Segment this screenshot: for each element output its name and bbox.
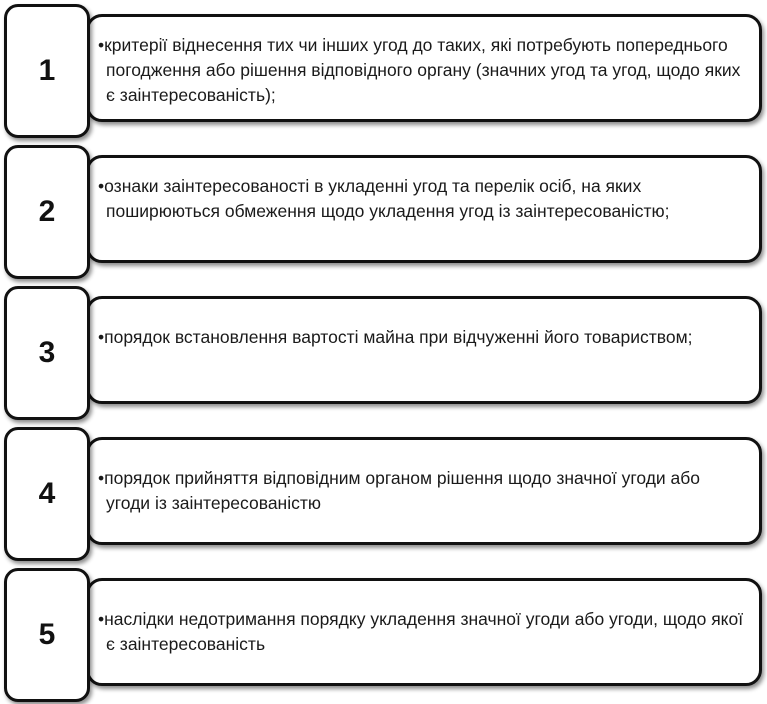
list-item-1: [0, 0, 767, 140]
text-box: [86, 155, 762, 263]
text-box: [86, 296, 762, 404]
item-text-block: [98, 33, 745, 108]
item-text-block: [98, 466, 745, 516]
text-box: [86, 14, 762, 122]
item-text-block: [98, 174, 745, 224]
bullet-icon: •: [98, 35, 105, 55]
number-box: [4, 427, 90, 561]
item-number: 2: [38, 195, 56, 228]
item-number: 4: [38, 477, 56, 510]
list-item-3: [0, 282, 767, 422]
item-text: критерії віднесення тих чи інших угод до таких, які потребують попереднього погодження або рішення відповідного органу (значних угод та угод, щодо яких є заінтересованість);: [104, 35, 741, 105]
item-text-block: [98, 607, 745, 657]
item-number: 3: [38, 336, 56, 369]
item-text-block: [98, 325, 745, 350]
bullet-icon: •: [98, 327, 105, 347]
number-box: [4, 4, 90, 138]
bullet-icon: •: [98, 609, 105, 629]
item-number: 1: [38, 54, 56, 87]
list-item-4: [0, 423, 767, 563]
item-number: 5: [38, 618, 56, 651]
text-box: [86, 578, 762, 686]
item-text: наслідки недотримання порядку укладення значної угоди або угоди, щодо якої є заінтересованість: [104, 609, 744, 654]
item-text: порядок прийняття відповідним органом рішення щодо значної угоди або угоди із заінтересованістю: [104, 468, 701, 513]
list-item-5: [0, 564, 767, 704]
bullet-icon: •: [98, 176, 105, 196]
number-box: [4, 286, 90, 420]
item-text: порядок встановлення вартості майна при відчуженні його товариством;: [104, 327, 693, 347]
text-box: [86, 437, 762, 545]
number-box: [4, 568, 90, 702]
list-item-2: [0, 141, 767, 281]
bullet-icon: •: [98, 468, 105, 488]
item-text: ознаки заінтересованості в укладенні угод та перелік осіб, на яких поширюються обмеження щодо укладення угод із заінтересованістю;: [104, 176, 670, 221]
number-box: [4, 145, 90, 279]
